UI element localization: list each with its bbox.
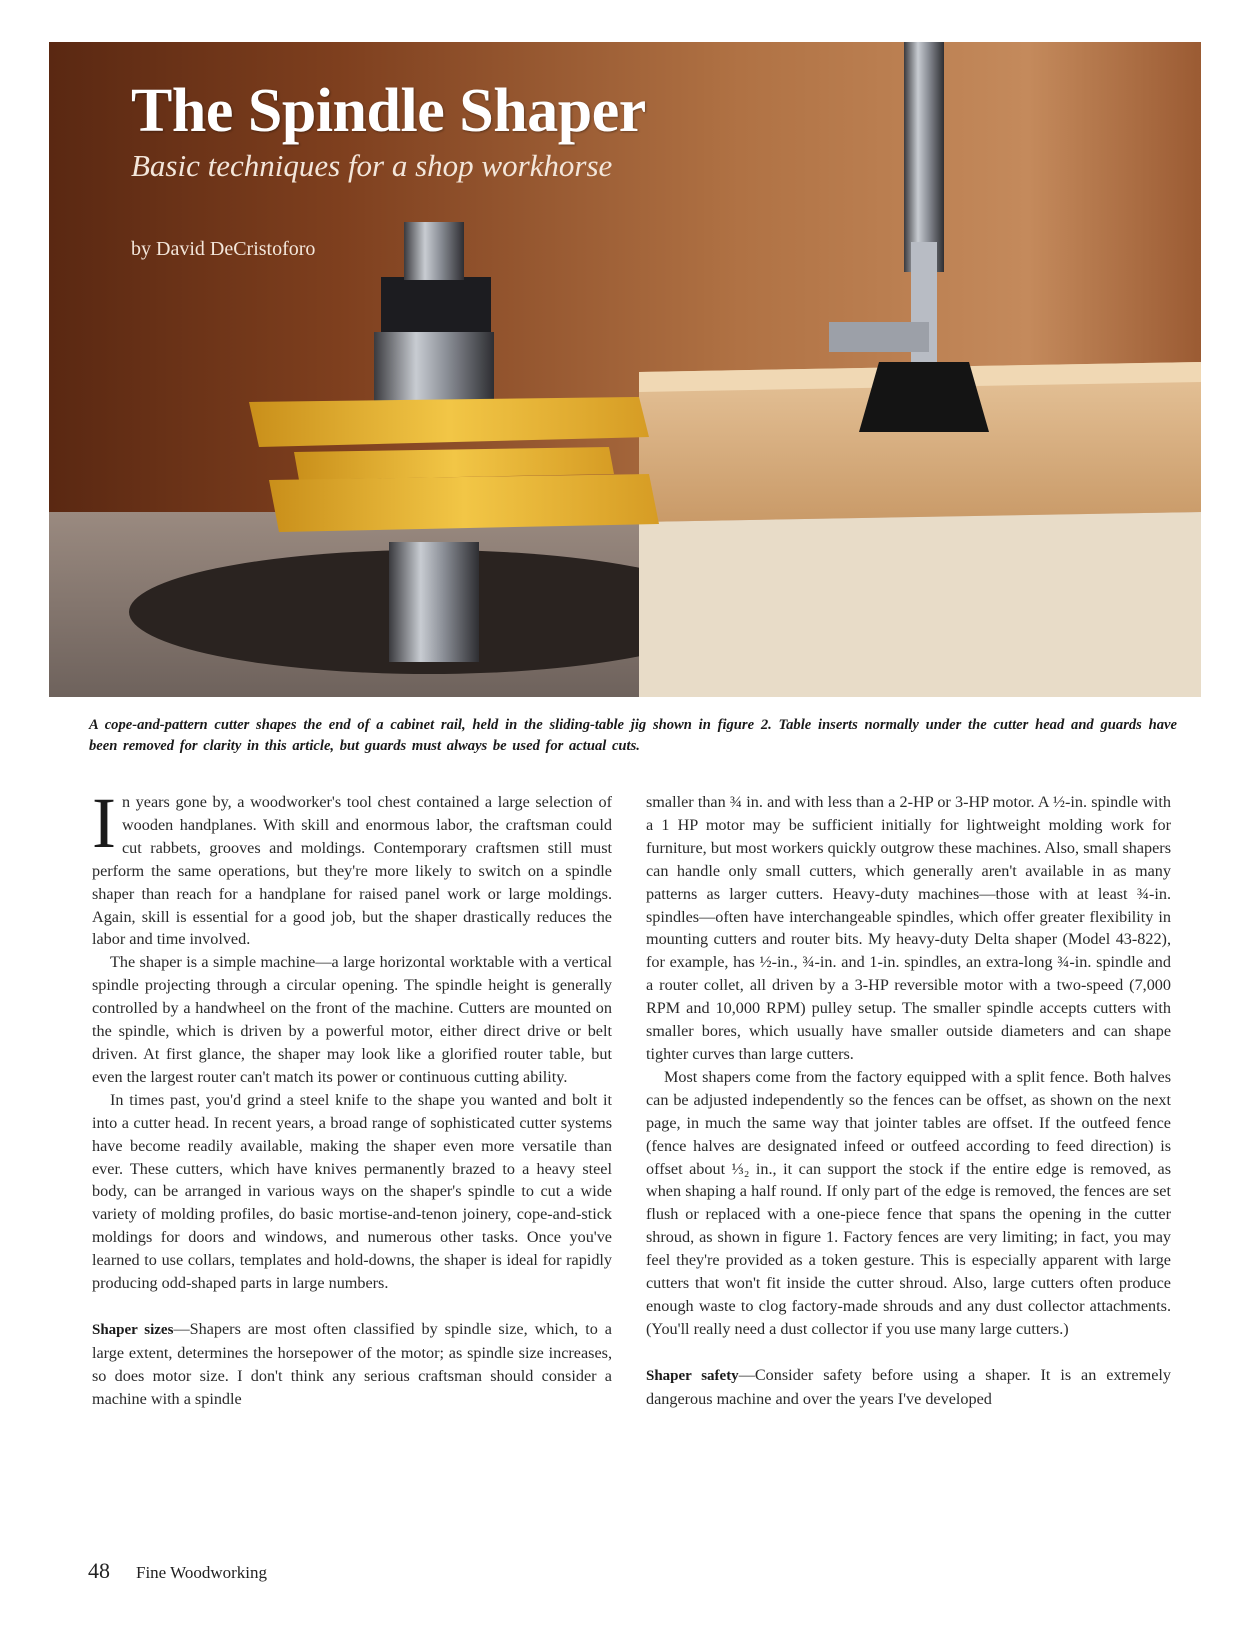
- right-column: [646, 791, 1171, 1411]
- section-heading: Shaper safety: [646, 1367, 739, 1384]
- hero-photo: [49, 42, 1201, 697]
- page-number: 48: [88, 1558, 110, 1583]
- paragraph-text: —Consider safety before using a shaper. It is an extremely dangerous machine and over the years I've developed: [646, 1365, 1171, 1408]
- paragraph-text: —Shapers are most often classified by spindle size, which, to a large extent, determines the horsepower of the motor; as spindle size increases, so does motor size. I don't think any serious craftsman should consider a machine with a spindle: [92, 1319, 612, 1408]
- paragraph: [92, 1318, 612, 1411]
- paragraph: [92, 783, 612, 951]
- article-byline: by David DeCristoforo: [131, 238, 316, 260]
- paragraph: The shaper is a simple machine—a large horizontal worktable with a vertical spindle projecting through a circular opening. The spindle height is generally controlled by a handwheel on the front of the machine. Cutters are mounted on the spindle, which is driven by a powerful motor, either direct drive or belt driven. At first glance, the shaper may look like a glorified router table, but even the largest router can't match its power or continuous cutting ability.: [92, 953, 612, 1086]
- paragraph: [646, 1364, 1171, 1411]
- magazine-name: Fine Woodworking: [136, 1563, 268, 1582]
- paragraph-text: n years gone by, a woodworker's tool chest contained a large selection of wooden handplanes. With skill and enormous labor, the craftsman could cut rabbets, grooves and moldings. Contemporary craftsmen still must perform the same operations, but they're more likely to switch on a spindle shaper than reach for a handplane for raised panel work or large moldings. Again, skill is essential for a good job, but the shaper drastically reduces the labor and time involved.: [92, 793, 612, 949]
- drop-cap: I: [92, 783, 116, 863]
- paragraph: In times past, you'd grind a steel knife to the shape you wanted and bolt it into a cutter head. In recent years, a broad range of sophisticated cutter systems have become readily available, making the shaper even more versatile than ever. These cutters, which have knives permanently brazed to a heavy steel body, can be arranged in various ways on the shaper's spindle to cut a wide variety of molding profiles, do basic mortise-and-tenon joinery, cope-and-stick moldings for doors and windows, and numerous other tasks. Once you've learned to use collars, templates and hold-downs, the shaper is ideal for rapidly producing odd-shaped parts in large numbers.: [92, 1090, 612, 1293]
- article-subtitle: Basic techniques for a shop workhorse: [131, 148, 613, 183]
- section-heading: Shaper sizes: [92, 1321, 174, 1338]
- left-column: [92, 783, 612, 1411]
- article-title: The Spindle Shaper: [131, 77, 646, 145]
- paragraph: smaller than ¾ in. and with less than a 2-HP or 3-HP motor. A ½-in. spindle with a 1 HP motor may be sufficient initially for lightweight molding work for furniture, but most workers quickly outgrow these machines. Also, small shapers can handle only small cutters, which generally aren't available in as many patterns as larger cutters. Heavy-duty machines—those with at least ¾-in. spindles—often have interchangeable spindles, which offer greater flexibility in mounting cutters and router bits. My heavy-duty Delta shaper (Model 43-822), for example, has ½-in., ¾-in. and 1-in. spindles, an extra-long ¾-in. spindle and a router collet, all driven by a 3-HP reversible motor with a two-speed (7,000 RPM and 10,000 RPM) pulley setup. The smaller spindle accepts cutters with smaller bores, which usually have smaller outside diameters and can shape tighter curves than large cutters.: [646, 793, 1171, 1063]
- paragraph: Most shapers come from the factory equipped with a split fence. Both halves can be adjusted independently so the fences can be offset, as shown on the next page, in much the same way that jointer tables are offset. If the outfeed fence (fence halves are designated infeed or outfeed according to feed direction) is offset about ⅓₂ in., it can support the stock if the entire edge is removed, as when shaping a half round. If only part of the edge is removed, the fences are set flush or replaced with a one-piece fence that spans the opening in the cutter shroud, as shown in figure 1. Factory fences are very limiting; in fact, you may feel they're provided as a token gesture. This is especially apparent with large cutters that won't fit inside the cutter shroud. Also, large cutters often produce enough waste to clog factory-made shrouds and any dust collector attachments. (You'll really need a dust collector if you use many large cutters.): [646, 1067, 1171, 1338]
- photo-caption: A cope-and-pattern cutter shapes the end of a cabinet rail, held in the sliding-table jig shown in figure 2. Table inserts normally under the cutter head and guards have been removed for clarity in this article, but guards must always be used for actual cuts.: [89, 717, 1177, 754]
